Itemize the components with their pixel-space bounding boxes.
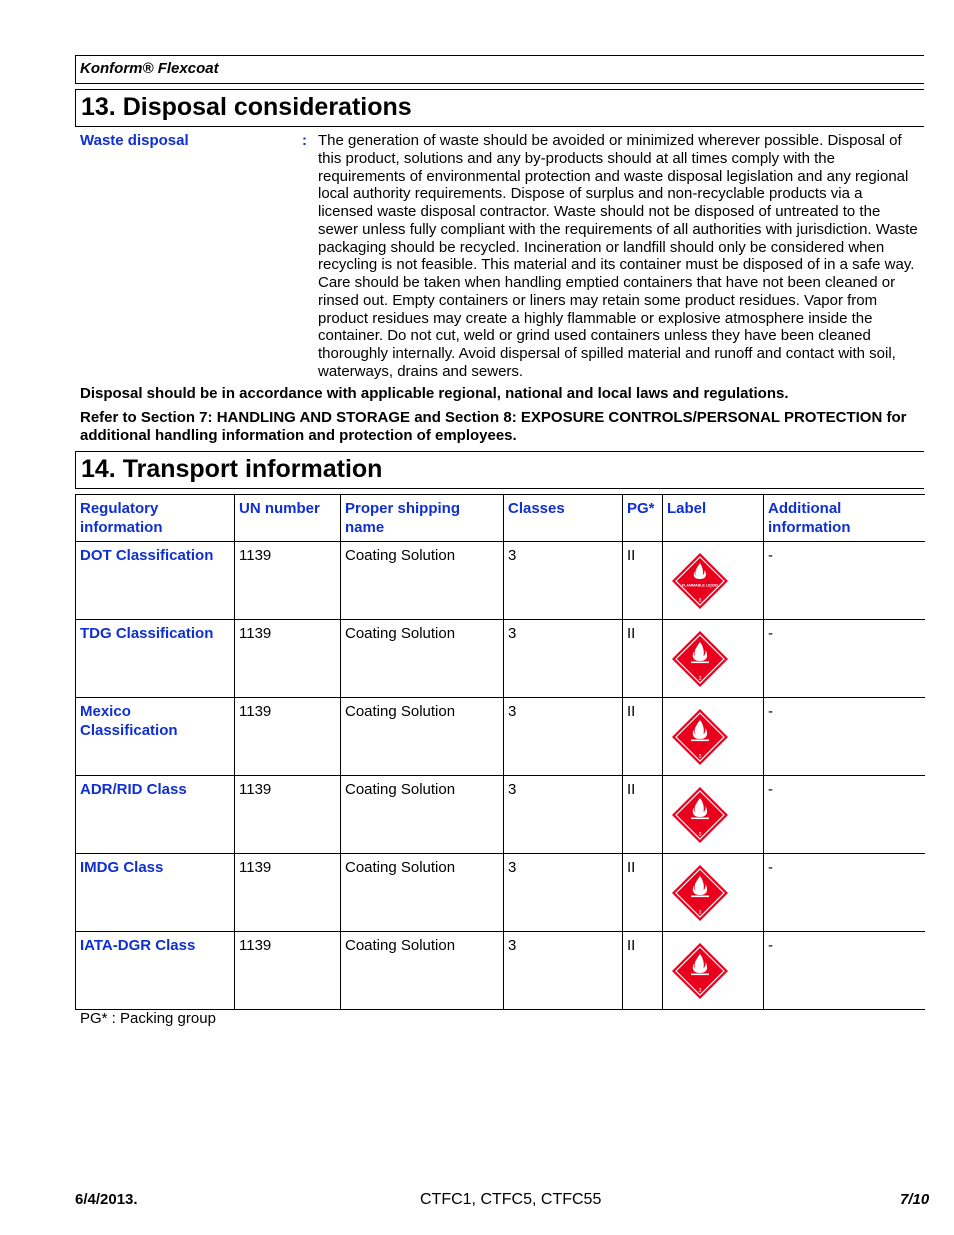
section-13-title: 13. Disposal considerations bbox=[75, 89, 924, 127]
table-row bbox=[76, 776, 925, 854]
flame-diamond-icon bbox=[671, 708, 729, 766]
classes-cell: 3 bbox=[504, 932, 623, 1010]
col-classes: Classes bbox=[504, 495, 623, 542]
flame-diamond-icon bbox=[671, 630, 729, 688]
table-row bbox=[76, 698, 925, 776]
label-class-number: 3 bbox=[698, 598, 702, 604]
label-cell bbox=[663, 698, 764, 776]
col-proper-shipping-name: Proper shipping name bbox=[341, 495, 504, 542]
table-row bbox=[76, 854, 925, 932]
pg-cell: II bbox=[623, 698, 663, 776]
label-cell bbox=[663, 542, 764, 620]
regulatory-cell: Mexico Classification bbox=[76, 698, 235, 776]
label-text: FLAMMABLE LIQUID bbox=[682, 583, 718, 588]
packing-group-footnote: PG* : Packing group bbox=[80, 1010, 216, 1027]
pg-cell: II bbox=[623, 854, 663, 932]
section-14-title: 14. Transport information bbox=[75, 451, 924, 489]
label-class-number: 3 bbox=[698, 832, 702, 838]
additional-info-cell: - bbox=[764, 620, 925, 698]
shipping-name-cell: Coating Solution bbox=[341, 620, 504, 698]
waste-disposal-colon: : bbox=[302, 132, 307, 149]
footer-page-number: 7/10 bbox=[900, 1191, 930, 1208]
table-row bbox=[76, 620, 925, 698]
additional-info-cell: - bbox=[764, 932, 925, 1010]
regulatory-cell: DOT Classification bbox=[76, 542, 235, 620]
classes-cell: 3 bbox=[504, 620, 623, 698]
additional-info-cell: - bbox=[764, 854, 925, 932]
shipping-name-cell: Coating Solution bbox=[341, 776, 504, 854]
footer-date: 6/4/2013. bbox=[75, 1191, 138, 1208]
waste-disposal-label: Waste disposal bbox=[80, 132, 189, 149]
un-number-cell: 1139 bbox=[235, 854, 341, 932]
classes-cell: 3 bbox=[504, 854, 623, 932]
classes-cell: 3 bbox=[504, 776, 623, 854]
col-additional-information: Additional information bbox=[764, 495, 925, 542]
label-cell bbox=[663, 620, 764, 698]
label-cell bbox=[663, 854, 764, 932]
pg-cell: II bbox=[623, 542, 663, 620]
classes-cell: 3 bbox=[504, 542, 623, 620]
waste-disposal-text: The generation of waste should be avoided or minimized wherever possible. Disposal of this product, solutions and any by-products should at all times comply with the requirements of environmental protection and waste disposal legislation and any regional local authority requirements. Dispose of surplus and non-recyclable products via a licensed waste disposal contractor. Waste should not be disposed of untreated to the sewer unless fully compliant with the requirements of all authorities with jurisdiction. Waste packaging should be recycled. Incineration or landfill should only be considered when recycling is not feasible. This material and its container must be disposed of in a safe way. Care should be taken when handling emptied containers that have not been cleaned or rinsed out. Empty containers or liners may retain some product residues. Vapor from product residues may create a highly flammable or explosive atmosphere inside the container. Do not cut, weld or grind used containers unless they have been cleaned thoroughly internally. Avoid dispersal of spilled material and runoff and contact with soil, waterways, drains and sewers. bbox=[318, 132, 918, 380]
regulatory-cell: IMDG Class bbox=[76, 854, 235, 932]
disposal-regulation-note: Disposal should be in accordance with applicable regional, national and local laws and regulations. bbox=[80, 385, 789, 402]
label-cell bbox=[663, 932, 764, 1010]
label-class-number: 3 bbox=[698, 910, 702, 916]
transport-table bbox=[75, 494, 925, 1010]
un-number-cell: 1139 bbox=[235, 620, 341, 698]
classes-cell: 3 bbox=[504, 698, 623, 776]
table-row bbox=[76, 542, 925, 620]
col-regulatory-information: Regulatory information bbox=[76, 495, 235, 542]
shipping-name-cell: Coating Solution bbox=[341, 854, 504, 932]
additional-info-cell: - bbox=[764, 542, 925, 620]
un-number-cell: 1139 bbox=[235, 932, 341, 1010]
label-cell bbox=[663, 776, 764, 854]
label-class-number: 3 bbox=[698, 754, 702, 760]
label-class-number: 3 bbox=[698, 676, 702, 682]
table-row bbox=[76, 932, 925, 1010]
un-number-cell: 1139 bbox=[235, 542, 341, 620]
pg-cell: II bbox=[623, 776, 663, 854]
flame-diamond-icon bbox=[671, 786, 729, 844]
label-class-number: 3 bbox=[698, 988, 702, 994]
col-label: Label bbox=[663, 495, 764, 542]
product-name: Konform® Flexcoat bbox=[75, 55, 924, 84]
un-number-cell: 1139 bbox=[235, 698, 341, 776]
additional-info-cell: - bbox=[764, 776, 925, 854]
additional-info-cell: - bbox=[764, 698, 925, 776]
regulatory-cell: ADR/RID Class bbox=[76, 776, 235, 854]
shipping-name-cell: Coating Solution bbox=[341, 542, 504, 620]
section-reference-note: Refer to Section 7: HANDLING AND STORAGE and Section 8: EXPOSURE CONTROLS/PERSONAL PROTECTION for additional handling information and protection of employees. bbox=[80, 409, 907, 444]
pg-cell: II bbox=[623, 932, 663, 1010]
un-number-cell: 1139 bbox=[235, 776, 341, 854]
col-un-number: UN number bbox=[235, 495, 341, 542]
regulatory-cell: TDG Classification bbox=[76, 620, 235, 698]
pg-cell: II bbox=[623, 620, 663, 698]
flame-diamond-icon bbox=[671, 864, 729, 922]
footer-product-codes: CTFC1, CTFC5, CTFC55 bbox=[420, 1191, 602, 1208]
transport-header-row bbox=[76, 495, 925, 542]
flame-diamond-icon bbox=[671, 942, 729, 1000]
shipping-name-cell: Coating Solution bbox=[341, 932, 504, 1010]
regulatory-cell: IATA-DGR Class bbox=[76, 932, 235, 1010]
flammable-liquid-diamond-icon bbox=[671, 552, 729, 610]
shipping-name-cell: Coating Solution bbox=[341, 698, 504, 776]
col-pg: PG* bbox=[623, 495, 663, 542]
